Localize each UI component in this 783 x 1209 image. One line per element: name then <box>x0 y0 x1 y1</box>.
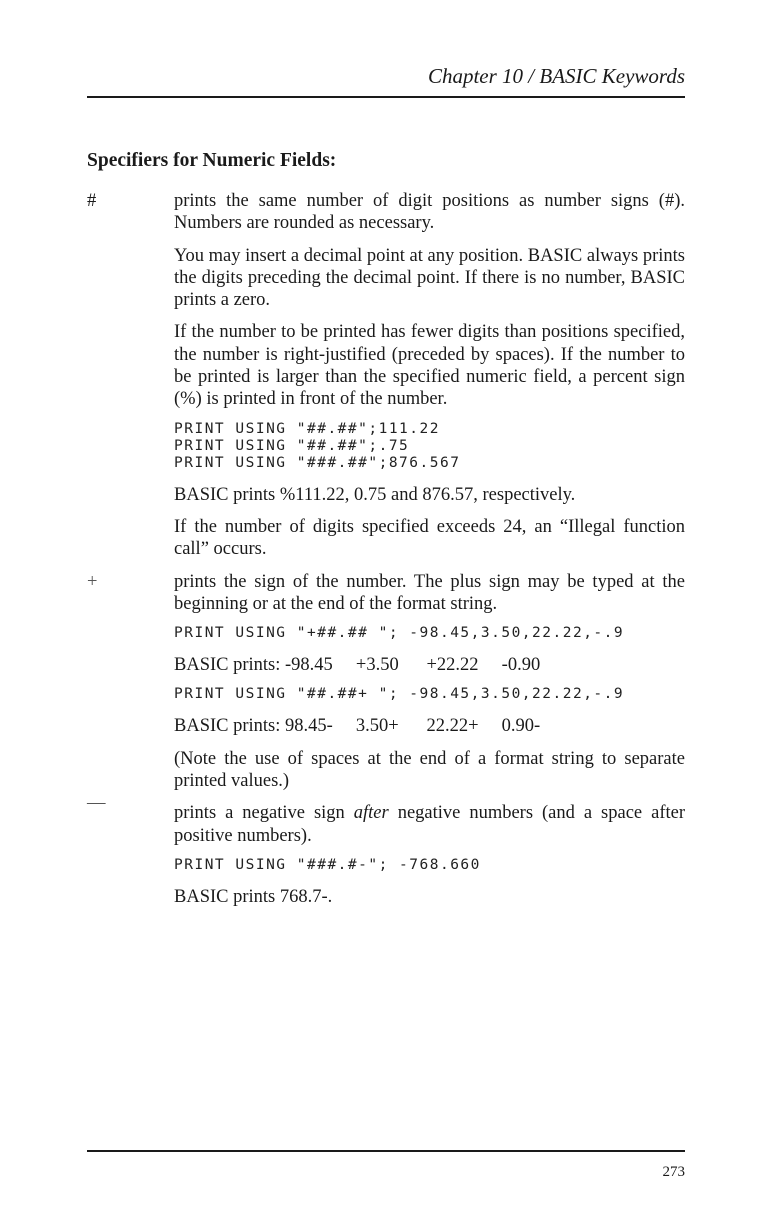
hash-paragraph-3: If the number to be printed has fewer digits than positions specified, the number is right-justified (preceded by spaces). If the number to be printed is larger than the specified numeric field, a percent sign (%) is printed in front of the number. <box>174 322 685 410</box>
minus-text-after: negative numbers (and a space after positive numbers). <box>174 803 685 846</box>
hash-symbol: # <box>87 191 97 211</box>
page-number: 273 <box>662 1164 685 1180</box>
section-title: Specifiers for Numeric Fields: <box>87 150 337 171</box>
plus-note: (Note the use of spaces at the end of a format string to separate printed values.) <box>174 748 685 792</box>
entry-minus <box>87 793 685 908</box>
minus-text-italic: after <box>353 803 389 824</box>
running-header: Chapter 10 / BASIC Keywords <box>427 64 685 88</box>
plus-code-example-2: PRINT USING "##.##+ "; -98.45,3.50,22.22,-.9 <box>174 686 625 703</box>
hash-paragraph-1: prints the same number of digit positions as number signs (#). Numbers are rounded as necessary. <box>174 191 685 234</box>
minus-result: BASIC prints 768.7-. <box>174 886 333 907</box>
plus-code-example-1: PRINT USING "+##.## "; -98.45,3.50,22.22,-.9 <box>174 625 625 642</box>
plus-paragraph-1: prints the sign of the number. The plus sign may be typed at the beginning or at the end of the format string. <box>174 571 685 614</box>
entry-hash <box>87 190 685 561</box>
hash-paragraph-2: You may insert a decimal point at any position. BASIC always prints the digits preceding the decimal point. If there is no number, BASIC prints a zero. <box>174 245 685 311</box>
hash-code-example: PRINT USING "##.##";111.22 PRINT USING "##.##";.75 PRINT USING "###.##";876.567 <box>174 420 461 471</box>
minus-symbol: — <box>87 793 106 814</box>
footer-rule <box>87 1150 685 1152</box>
header-rule <box>87 96 685 98</box>
minus-code-example: PRINT USING "###.#-"; -768.660 <box>174 856 481 873</box>
hash-paragraph-5: If the number of digits specified exceeds 24, an “Illegal function call” occurs. <box>174 516 685 560</box>
hash-paragraph-4: BASIC prints %111.22, 0.75 and 876.57, respectively. <box>174 484 576 505</box>
plus-result-2: BASIC prints: 98.45- 3.50+ 22.22+ 0.90- <box>174 716 541 737</box>
page-body <box>87 190 685 918</box>
plus-result-1: BASIC prints: -98.45 +3.50 +22.22 -0.90 <box>174 655 541 676</box>
minus-paragraph-1 <box>174 802 685 847</box>
minus-text-before: prints a negative sign <box>174 803 354 824</box>
entry-plus <box>87 571 685 793</box>
plus-symbol: + <box>87 571 98 592</box>
